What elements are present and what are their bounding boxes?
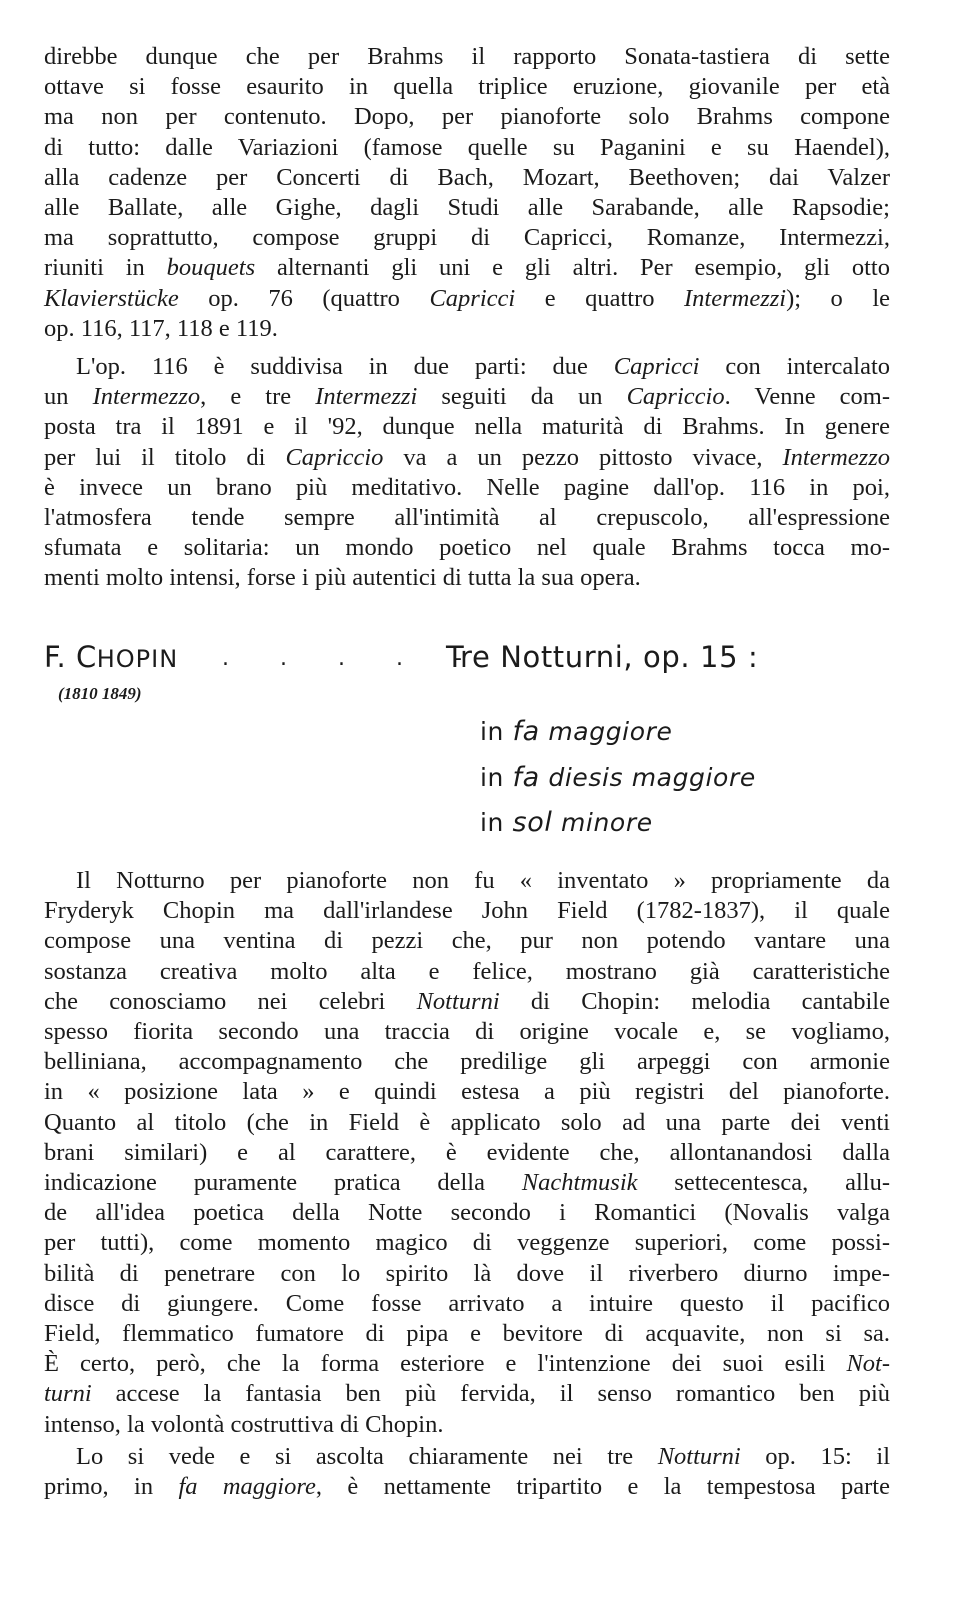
nocturne-key-1: in fa maggiore [480,716,673,747]
text-line: Klavierstücke op. 76 (quattro Capricci e quattro Intermezzi); o le [44,284,890,312]
text-line: di tutto: dalle Variazioni (famose quelle su Paganini e su Haendel), [44,133,890,161]
text-line: spesso fiorita secondo una traccia di origine vocale e, se vogliamo, [44,1018,890,1046]
text-line: alle Ballate, alle Gighe, dagli Studi alle Sarabande, alle Rapsodie; [44,194,890,222]
text-line: op. 116, 117, 118 e 119. [44,314,278,342]
text-line: disce di giungere. Come fosse arrivato a intuire questo il pacifico [44,1289,890,1317]
text-line: Quanto al titolo (che in Field è applicato solo ad una parte dei venti [44,1108,890,1136]
nocturne-key-2: in fa diesis maggiore [480,762,756,793]
dot-leader: . . . . - [222,646,484,671]
text-line: direbbe dunque che per Brahms il rapporto Sonata-tastiera di sette [44,43,890,70]
text-line: Field, flemmatico fumatore di pipa e bevitore di acquavite, non si sa. [44,1320,890,1348]
text-line: in « posizione lata » e quindi estesa a più registri del pianoforte. [44,1078,890,1106]
paragraph-op15 [44,1442,890,1502]
text-line: primo, in fa maggiore, è nettamente tripartito e la tempestosa parte [44,1473,890,1501]
text-line: è invece un brano più meditativo. Nelle pagine dall'op. 116 in poi, [44,473,890,501]
text-line: menti molto intensi, forse i più autentici di tutta la sua opera. [44,564,641,592]
text-line: posta tra il 1891 e il '92, dunque nella maturità di Brahms. In genere [44,413,890,441]
text-line: sostanza creativa molto alta e felice, mostrano già caratteristiche [44,957,890,985]
text-line: ma non per contenuto. Dopo, per pianoforte solo Brahms compone [44,103,890,131]
text-line: sfumata e solitaria: un mondo poetico nel quale Brahms tocca mo- [44,534,890,562]
text-line: Lo si vede e si ascolta chiaramente nei tre Notturni op. 15: il [76,1443,891,1470]
composer-dates: (1810 1849) [58,684,142,703]
text-line: L'op. 116 è suddivisa in due parti: due Capricci con intercalato [76,353,890,380]
text-line: compose una ventina di pezzi che, pur non potendo vantare una [44,927,890,955]
text-line: l'atmosfera tende sempre all'intimità al crepuscolo, all'espressione [44,504,890,532]
text-line: belliniana, accompagnamento che predilige gli arpeggi con armonie [44,1048,890,1076]
text-line: È certo, però, che la forma esteriore e l'intenzione dei suoi esili Not- [44,1350,890,1378]
text-line: ma soprattutto, compose gruppi di Capricci, Romanze, Intermezzi, [44,224,890,252]
text-line: brani similari) e al carattere, è evidente che, allontanandosi dalla [44,1138,890,1166]
text-line: ottave si fosse esaurito in quella triplice eruzione, giovanile per età [44,73,890,101]
text-line: indicazione puramente pratica della Nachtmusik settecentesca, allu- [44,1169,890,1197]
paragraph-op116 [44,352,890,594]
composer-name: F. CHOPIN [44,640,179,674]
text-line: de all'idea poetica della Notte secondo i Romantici (Novalis valga [44,1199,890,1227]
text-line: un Intermezzo, e tre Intermezzi seguiti da un Capriccio. Venne com- [44,383,890,411]
text-line: turni accese la fantasia ben più fervida, il senso romantico ben più [44,1380,890,1408]
text-line: Fryderyk Chopin ma dall'irlandese John Field (1782-1837), il quale [44,897,890,925]
text-line: Il Notturno per pianoforte non fu « inventato » propriamente da [76,867,890,894]
text-line: riuniti in bouquets alternanti gli uni e gli altri. Per esempio, gli otto [44,254,890,282]
text-line: alla cadenze per Concerti di Bach, Mozart, Beethoven; dai Valzer [44,163,890,191]
work-title: Tre Notturni, op. 15 : [446,640,759,674]
program-entry-chopin [44,640,924,860]
text-line: per lui il titolo di Capriccio va a un pezzo pittosto vivace, Intermezzo [44,443,890,471]
text-line: che conosciamo nei celebri Notturni di Chopin: melodia cantabile [44,987,890,1015]
paragraph-brahms-continuation [44,42,890,344]
nocturne-key-3: in sol minore [480,807,653,838]
paragraph-notturno-history [44,866,890,1440]
text-line: intenso, la volontà costruttiva di Chopin. [44,1410,444,1438]
text-line: bilità di penetrare con lo spirito là dove il riverbero diurno impe- [44,1259,890,1287]
text-line: per tutti), come momento magico di veggenze superiori, come possi- [44,1229,890,1257]
